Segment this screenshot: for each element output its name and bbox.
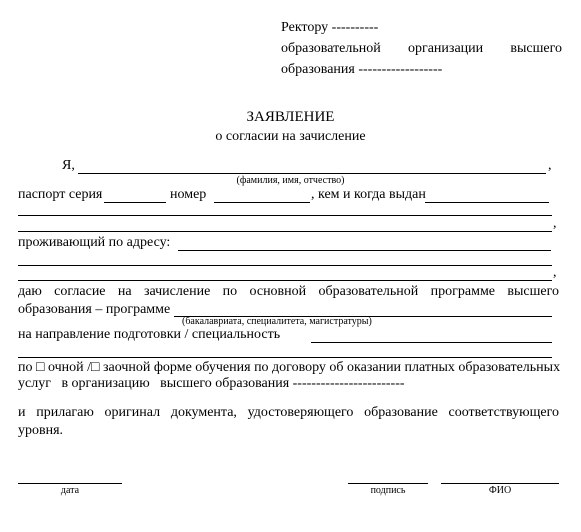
name-end-comma: , bbox=[548, 158, 552, 173]
passport-issued-field[interactable] bbox=[425, 202, 549, 203]
form-line-2: услуг в организацию высшего образования ------------------------ bbox=[18, 376, 405, 391]
date-field-line[interactable] bbox=[18, 483, 122, 484]
recipient-line-2 bbox=[281, 41, 562, 57]
blank-line-3[interactable] bbox=[18, 265, 552, 266]
blank-line-1[interactable] bbox=[18, 215, 552, 216]
name-hint: (фамилия, имя, отчество) bbox=[236, 175, 345, 186]
passport-number-field[interactable] bbox=[214, 202, 310, 203]
blank-line-5[interactable] bbox=[18, 357, 552, 358]
signature-field-line[interactable] bbox=[348, 483, 428, 484]
date-label: дата bbox=[60, 485, 80, 496]
direction-field-line[interactable] bbox=[311, 342, 552, 343]
direction-label: на направление подготовки / специальность bbox=[18, 327, 281, 342]
signature-label: подпись bbox=[370, 485, 406, 496]
consent-line-1-text: даю согласие на зачисление по основной образовательной программе высшего bbox=[18, 284, 559, 299]
passport-series-field[interactable] bbox=[104, 202, 166, 203]
blank-line-4-comma: , bbox=[553, 265, 557, 280]
recipient-word-3: высшего bbox=[510, 41, 562, 56]
passport-issued-label: , кем и когда выдан bbox=[311, 187, 426, 202]
document-subtitle: о согласии на зачисление bbox=[215, 129, 366, 144]
attach-line-2: уровня. bbox=[18, 423, 64, 438]
fio-label: ФИО bbox=[488, 485, 512, 496]
address-label: проживающий по адресу: bbox=[18, 235, 171, 250]
blank-line-2-comma: , bbox=[553, 216, 557, 231]
recipient-word-2: организации bbox=[407, 41, 484, 56]
name-field-line[interactable] bbox=[78, 173, 546, 174]
passport-series-label: паспорт серия bbox=[18, 187, 103, 202]
attach-line-1-text: и прилагаю оригинал документа, удостоверяющего образование соответствующего bbox=[18, 405, 559, 420]
address-field-line[interactable] bbox=[178, 250, 551, 251]
consent-line-1 bbox=[18, 284, 559, 300]
program-hint: (бакалавриата, специалитета, магистратуры) bbox=[182, 316, 372, 327]
recipient-line-3: образования ------------------ bbox=[281, 62, 443, 77]
recipient-line-1: Ректору ---------- bbox=[281, 20, 379, 35]
recipient-word-1: образовательной bbox=[281, 41, 381, 56]
attach-line-1 bbox=[18, 405, 559, 421]
fio-field-line[interactable] bbox=[441, 483, 559, 484]
blank-line-2[interactable] bbox=[18, 231, 552, 232]
blank-line-4[interactable] bbox=[18, 280, 552, 281]
consent-line-2: образования – программе bbox=[18, 302, 171, 317]
form-line-1-text: по □ очной /□ заочной форме обучения по договору об оказании платных образовательных bbox=[18, 360, 561, 375]
form-line-1 bbox=[18, 360, 559, 376]
document-title: ЗАЯВЛЕНИЕ bbox=[246, 109, 335, 125]
passport-number-label: номер bbox=[170, 187, 207, 202]
name-label: Я, bbox=[62, 158, 75, 173]
